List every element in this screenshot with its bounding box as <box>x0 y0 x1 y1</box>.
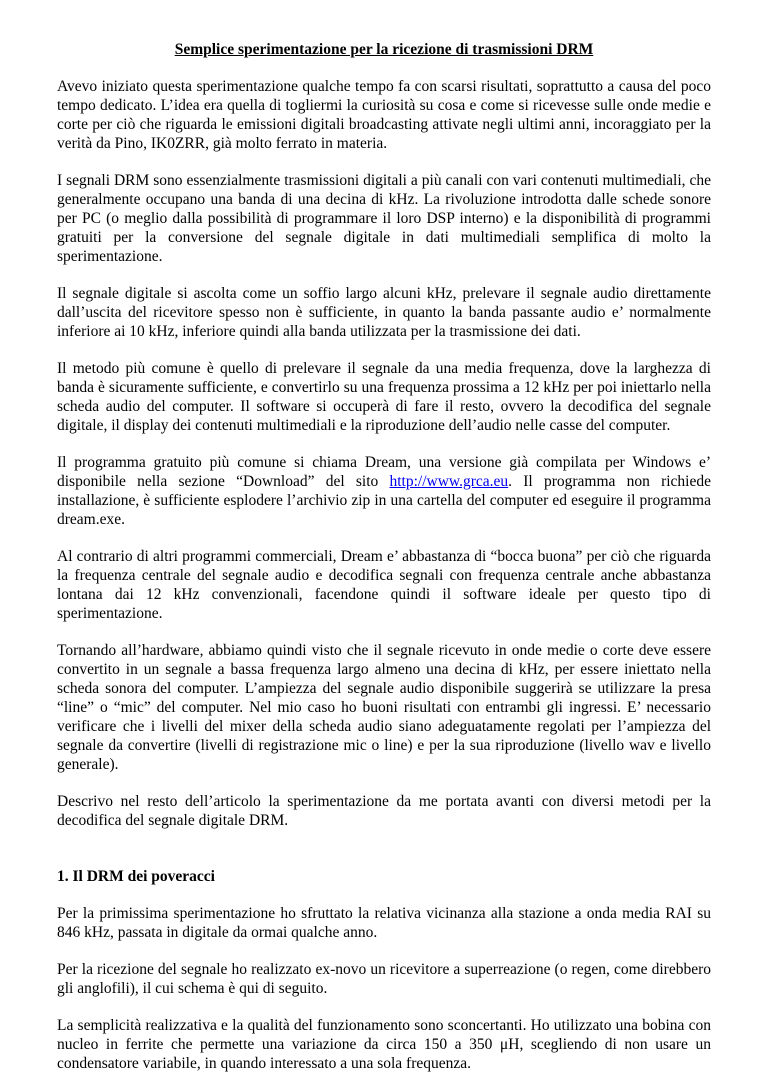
paragraph-dream-tolerance: Al contrario di altri programmi commerciali, Dream e’ abbastanza di “bocca buona” per ciò che riguarda la frequenza centrale del segnale audio e decodifica segnali con frequenza centrale anche abbastanza lontana dai 12 kHz convenzionali, facendone quindi il software ideale per questo tipo di sperimentazione. <box>57 548 711 622</box>
paragraph-intro: Avevo iniziato questa sperimentazione qualche tempo fa con scarsi risultati, soprattutto a causa del poco tempo dedicato. L’idea era quella di togliermi la curiosità su cosa e come si ricevesse sulle onde medie e corte per ciò che riguarda le emissioni digitali broadcasting attivate negli ultimi anni, incoraggiato per la verità da Pino, IK0ZRR, già molto ferrato in materia. <box>57 78 711 152</box>
section-heading-1: 1. Il DRM dei poveracci <box>57 868 215 885</box>
grca-link[interactable]: http://www.grca.eu <box>389 473 509 490</box>
paragraph-dream-program <box>57 453 711 529</box>
paragraph-dream-text-after: . Il programma non richiede installazione, è sufficiente esplodere l’archivio zip in una cartella del computer ed eseguire il programma dream.exe. <box>57 473 711 528</box>
paragraph-hardware: Tornando all’hardware, abbiamo quindi visto che il segnale ricevuto in onde medie o corte deve essere convertito in un segnale a bassa frequenza largo almeno una decina di kHz, per essere iniettato nella scheda sonora del computer. L’ampiezza del segnale audio disponibile suggerirà se utilizzare la presa “line” o “mic” del computer. Nel mio caso ho buoni risultati con entrambi gli ingressi. E’ necessario verificare che i livelli del mixer della scheda audio siano adeguatamente regolati per l’ampiezza del segnale da convertire (livelli di registrazione mic o line) e per la sua riproduzione (livello wav e livello generale). <box>57 642 711 773</box>
paragraph-regen-receiver: Per la ricezione del segnale ho realizzato ex-novo un ricevitore a superreazione (o regen, come direbbero gli anglofili), il cui schema è qui di seguito. <box>57 961 711 997</box>
document-title: Semplice sperimentazione per la ricezione di trasmissioni DRM <box>174 41 594 58</box>
paragraph-digital-signal: Il segnale digitale si ascolta come un soffio largo alcuni kHz, prelevare il segnale audio direttamente dall’uscita del ricevitore spesso non è sufficiente, in quanto la banda passante audio e’ normalmente inferiore ai 10 kHz, inferiore quindi alla banda utilizzata per la trasmissione dei dati. <box>57 285 711 340</box>
paragraph-drm-signals: I segnali DRM sono essenzialmente trasmissioni digitali a più canali con vari contenuti multimediali, che generalmente occupano una banda di una decina di kHz. La rivoluzione introdotta dalle schede sonore per PC (o meglio dalla possibilità di programmare il loro DSP interno) e la disponibilità di programmi gratuiti per la conversione del segnale digitale in dati multimediali semplifica di molto la sperimentazione. <box>57 172 711 265</box>
paragraph-rai-station: Per la primissima sperimentazione ho sfruttato la relativa vicinanza alla stazione a onda media RAI su 846 kHz, passata in digitale da ormai qualche anno. <box>57 905 711 941</box>
paragraph-article-outline: Descrivo nel resto dell’articolo la sperimentazione da me portata avanti con diversi metodi per la decodifica del segnale digitale DRM. <box>57 793 711 829</box>
paragraph-coil: La semplicità realizzativa e la qualità del funzionamento sono sconcertanti. Ho utilizzato una bobina con nucleo in ferrite che permette una variazione da circa 150 a 350 μH, scegliendo di non usare un condensatore variabile, in quando interessato a una sola frequenza. <box>57 1017 711 1072</box>
paragraph-common-method: Il metodo più comune è quello di prelevare il segnale da una media frequenza, dove la larghezza di banda è sicuramente sufficiente, e convertirlo su una frequenza prossima a 12 kHz per poi iniettarlo nella scheda audio del computer. Il software si occuperà di fare il resto, ovvero la decodifica del segnale digitale, il display dei contenuti multimediali e la riproduzione dell’audio nelle casse del computer. <box>57 360 711 434</box>
paragraph-dream-text-before: Il programma gratuito più comune si chiama Dream, una versione già compilata per Windows e’ disponibile nella sezione “Download” del sito <box>57 454 711 490</box>
